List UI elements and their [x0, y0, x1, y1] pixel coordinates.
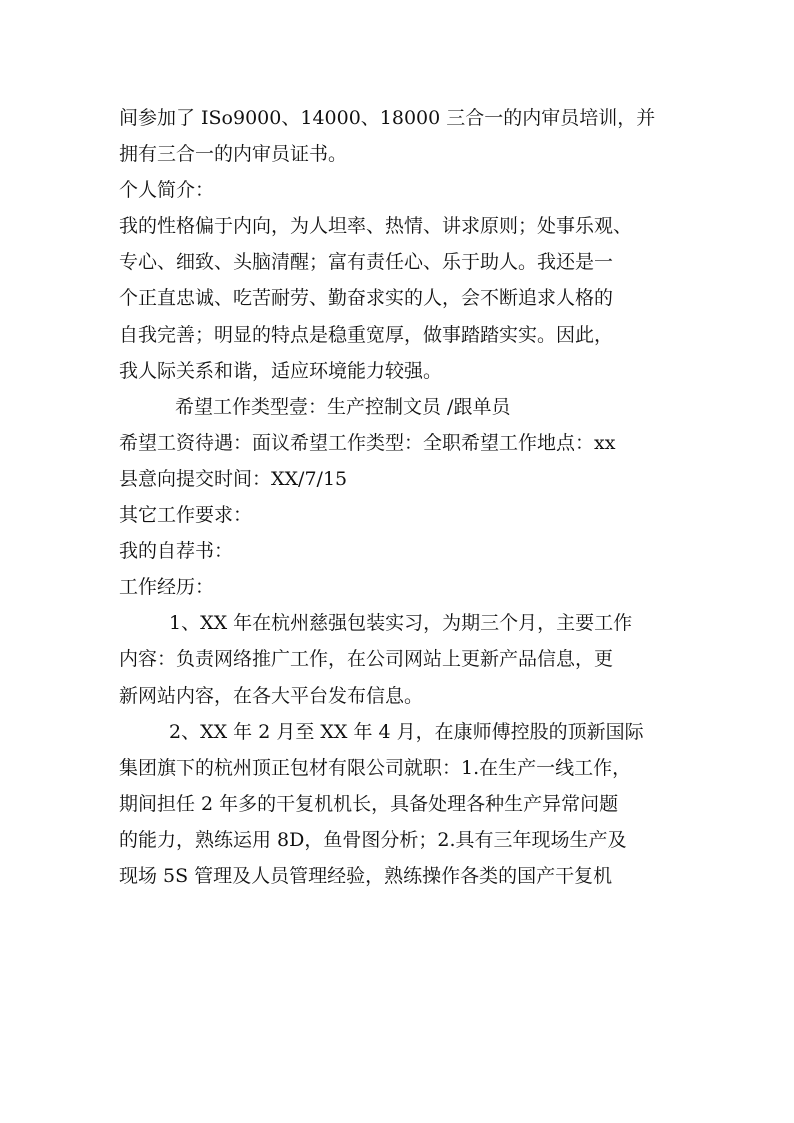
section-heading-profile: 个人简介： — [119, 179, 215, 202]
text-line: 个正直忠诚、吃苦耐劳、勤奋求实的人，会不断追求人格的 — [119, 287, 614, 310]
text-line: 的能力，熟练运用 8D，鱼骨图分析；2.具有三年现场生产及 — [119, 828, 627, 851]
submit-time-line: 县意向提交时间：XX/7/15 — [119, 467, 348, 490]
text-line: 间参加了 ISo9000、14000、18000 三合一的内审员培训，并 — [119, 107, 656, 129]
text-line: 拥有三合一的内审员证书。 — [119, 143, 348, 166]
text-line: 自我完善；明显的特点是稳重宽厚，做事踏踏实实。因此， — [119, 323, 614, 346]
text-line: 专心、细致、头脑清醒；富有责任心、乐于助人。我还是一 — [119, 251, 614, 274]
text-line: 我人际关系和谐，适应环境能力较强。 — [119, 359, 443, 382]
text-line: 我的性格偏于内向，为人坦率、热情、讲求原则；处事乐观、 — [119, 215, 633, 238]
job-type-line: 希望工作类型壹：生产控制文员 /跟单员 — [175, 395, 511, 418]
other-requirements-heading: 其它工作要求： — [119, 504, 253, 527]
text-line: 集团旗下的杭州顶正包材有限公司就职：1.在生产一线工作， — [119, 756, 632, 779]
self-recommendation-heading: 我的自荐书： — [119, 540, 234, 563]
text-line: 内容：负责网络推广工作，在公司网站上更新产品信息，更 — [119, 648, 614, 671]
salary-line: 希望工资待遇：面议希望工作类型：全职希望工作地点：xx — [119, 431, 616, 454]
experience-item-1: 1、XX 年在杭州慈强包装实习，为期三个月，主要工作 — [169, 612, 633, 635]
text-line: 现场 5S 管理及人员管理经验，熟练操作各类的国产干复机 — [119, 864, 613, 887]
document-body — [119, 100, 679, 894]
work-experience-heading: 工作经历： — [119, 576, 215, 599]
experience-item-2: 2、XX 年 2 月至 XX 年 4 月，在康师傅控股的顶新国际 — [169, 720, 644, 743]
text-line: 新网站内容，在各大平台发布信息。 — [119, 684, 424, 707]
text-line: 期间担任 2 年多的干复机机长，具备处理各种生产异常问题 — [119, 792, 619, 815]
